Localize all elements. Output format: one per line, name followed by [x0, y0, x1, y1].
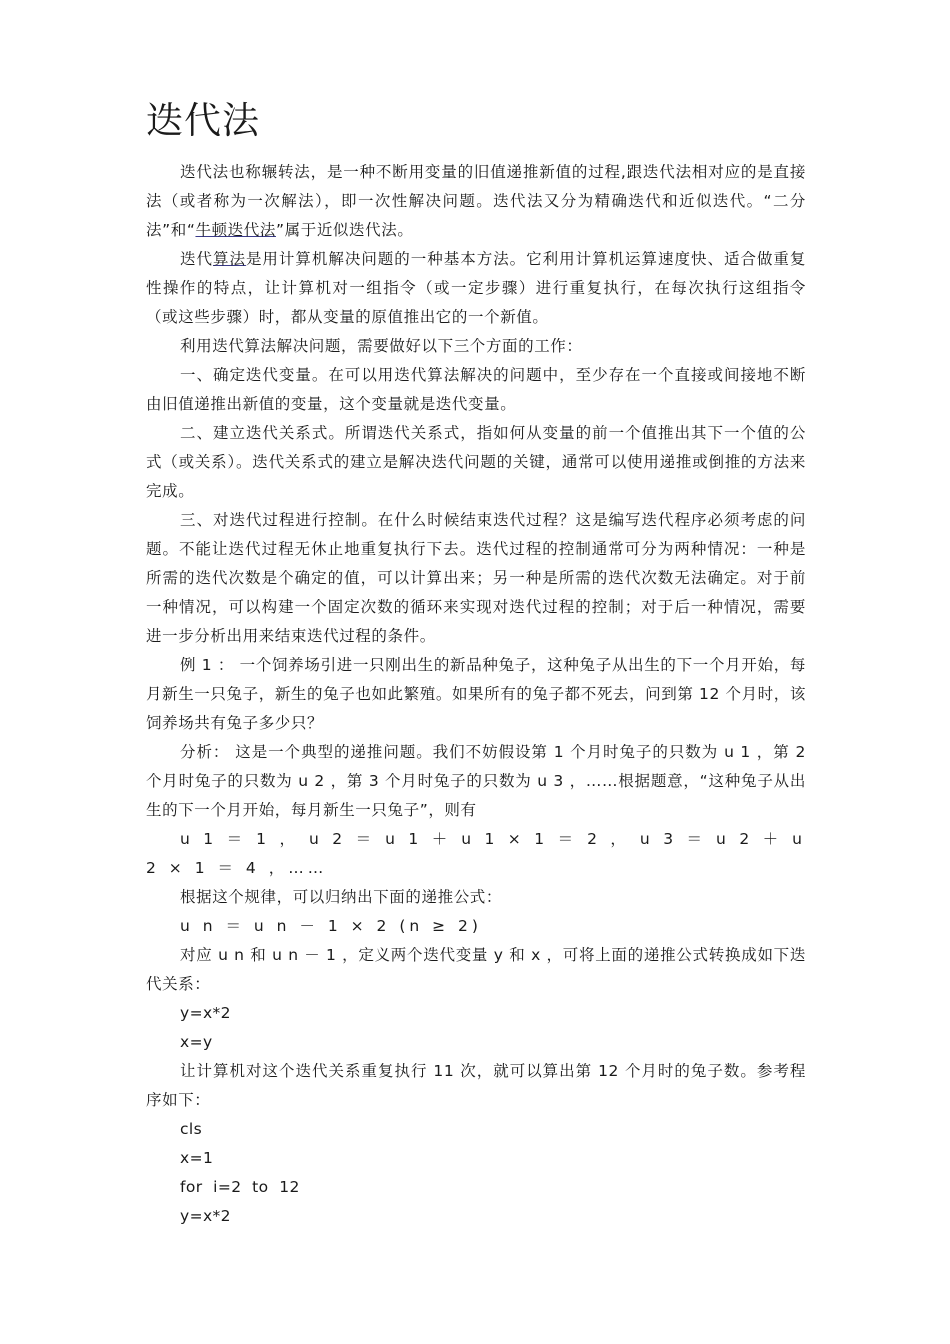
paragraph-text: 迭代 [180, 250, 213, 268]
code-line: y=x*2 [180, 1207, 231, 1225]
paragraph-example-1: 例 1 ： 一个饲养场引进一只刚出生的新品种兔子，这种兔子从出生的下一个月开始，每月新生一只兔子，新生的兔子也如此繁殖。如果所有的兔子都不死去，问到第 12 个月时，该饲养场共有兔子多少只？ [146, 656, 806, 732]
paragraph-text: ”属于近似迭代法。 [275, 221, 414, 239]
code-line: x=1 [180, 1149, 214, 1167]
paragraph-step-two: 二、建立迭代关系式。所谓迭代关系式，指如何从变量的前一个值推出其下一个值的公式（或关系）。迭代关系式的建立是解决迭代问题的关键，通常可以使用递推或倒推的方法来完成。 [146, 424, 806, 500]
algorithm-link[interactable]: 算法 [212, 250, 246, 268]
paragraph-text: 是用计算机解决问题的一种基本方法。它利用计算机运算速度快、适合做重复性操作的特点，让计算机对一组指令（或一定步骤）进行重复执行，在每次执行这组指令（或这些步骤）时，都从变量的原值推出它的一个新值。 [146, 250, 806, 326]
paragraph-step-three: 三、对迭代过程进行控制。在什么时候结束迭代过程？这是编写迭代程序必须考虑的问题。不能让迭代过程无休止地重复执行下去。迭代过程的控制通常可分为两种情况：一种是所需的迭代次数是个确定的值，可以计算出来；另一种是所需的迭代次数无法确定。对于前一种情况，可以构建一个固定次数的循环来实现对迭代过程的控制；对于后一种情况，需要进一步分析出用来结束迭代过程的条件。 [146, 511, 806, 645]
formula-recurrence: u n ＝ u n － 1 × 2 (n ≥ 2) [180, 917, 482, 935]
code-line: y=x*2 [180, 1004, 231, 1022]
paragraph-three-aspects: 利用迭代算法解决问题，需要做好以下三个方面的工作： [180, 337, 583, 355]
formula-sequence: u 1 ＝ 1 ， u 2 ＝ u 1 ＋ u 1 × 1 ＝ 2 ， u 3 ＝ u 2 ＋ u 2 × 1 ＝ 4 ，…… [146, 830, 806, 877]
paragraph-text: 迭代法也称辗转法，是一种不断用变量的旧值递推新值的过程,跟迭代法相对应的是直接法（或者称为一次解法），即一次性解决问题。迭代法又分为精确迭代和近似迭代。“二分法”和“ [146, 163, 806, 239]
code-line: cls [180, 1120, 203, 1138]
paragraph-intro [146, 158, 806, 245]
paragraph-analysis: 分析： 这是一个典型的递推问题。我们不妨假设第 1 个月时兔子的只数为 u 1 ，第 2 个月时兔子的只数为 u 2 ，第 3 个月时兔子的只数为 u 3 ，……根据题意，“这种兔子从出生的下一个月开始，每月新生一只兔子”，则有 [146, 743, 806, 819]
paragraph-iteration-variables: 对应 u n 和 u n － 1 ，定义两个迭代变量 y 和 x ，可将上面的递推公式转换成如下迭代关系： [146, 946, 806, 993]
paragraph-induction: 根据这个规律，可以归纳出下面的递推公式： [180, 888, 503, 906]
paragraph-program-intro: 让计算机对这个迭代关系重复执行 11 次，就可以算出第 12 个月时的兔子数。参考程序如下： [146, 1062, 806, 1109]
code-line: x=y [180, 1033, 213, 1051]
paragraph-step-one: 一、确定迭代变量。在可以用迭代算法解决的问题中，至少存在一个直接或间接地不断由旧值递推出新值的变量，这个变量就是迭代变量。 [146, 366, 806, 413]
paragraph-algorithm [146, 245, 806, 332]
page-title: 迭代法 [146, 99, 260, 142]
newton-method-link[interactable]: 牛顿迭代法 [195, 221, 276, 239]
code-line: for i=2 to 12 [180, 1178, 300, 1196]
document-page [146, 92, 806, 1231]
